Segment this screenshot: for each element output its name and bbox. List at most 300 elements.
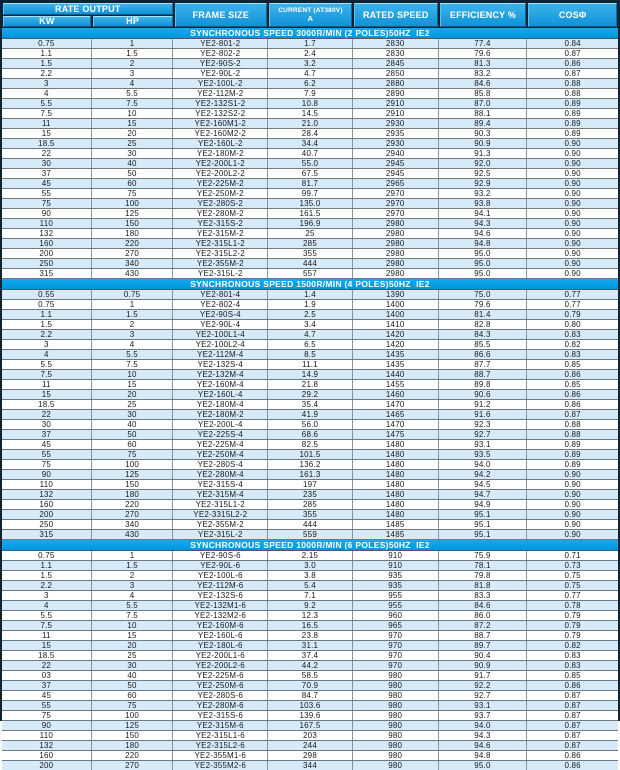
- cell-hp: 60: [92, 440, 174, 449]
- cell-rated-speed: 1475: [353, 430, 439, 439]
- cell-rated-speed: 2940: [353, 149, 439, 158]
- cell-kw: 2.2: [2, 69, 92, 78]
- cell-efficiency: 92.3: [439, 420, 528, 429]
- cell-frame-size: YE2-132M-4: [173, 370, 268, 379]
- cell-kw: 5.5: [2, 99, 92, 108]
- cell-hp: 150: [92, 731, 174, 740]
- cell-cos-phi: 0.71: [564, 551, 581, 560]
- cell-current: 1.7: [268, 39, 353, 48]
- cell-rated-speed: 910: [353, 561, 439, 570]
- cell-frame-size: YE2-180L-6: [173, 641, 268, 650]
- cell-hp: 4: [92, 591, 174, 600]
- cell-cos-phi: 0.83: [564, 661, 581, 670]
- cell-current: 21.0: [268, 119, 353, 128]
- cell-hp: 60: [92, 691, 174, 700]
- table-row: [2, 239, 618, 249]
- cell-hp: 50: [92, 430, 174, 439]
- cell-cos-phi: 0.90: [564, 480, 581, 489]
- cell-frame-size: YE2-112M-4: [173, 350, 268, 359]
- cell-kw: 7.5: [2, 621, 92, 630]
- cell-efficiency: 95.1: [439, 530, 528, 539]
- cell-frame-size: YE2-280M-4: [173, 470, 268, 479]
- cell-rated-speed: 980: [353, 721, 439, 730]
- cell-kw: 75: [2, 711, 92, 720]
- cell-rated-speed: 970: [353, 661, 439, 670]
- cell-cos-phi: 0.79: [564, 611, 581, 620]
- cell-current: 81.7: [268, 179, 353, 188]
- cell-kw: 0.75: [2, 39, 92, 48]
- cell-hp: 3: [92, 69, 174, 78]
- cell-rated-speed: 2980: [353, 229, 439, 238]
- cell-hp: 3: [92, 581, 174, 590]
- cell-kw: 11: [2, 119, 92, 128]
- cell-frame-size: YE2-315S-4: [173, 480, 268, 489]
- table-row: [2, 631, 618, 641]
- cell-hp: 2: [92, 571, 174, 580]
- cell-hp: 25: [92, 651, 174, 660]
- cell-frame-size: YE2-132S1-2: [173, 99, 268, 108]
- cell-rated-speed: 2980: [353, 259, 439, 268]
- cell-efficiency: 94.6: [439, 229, 528, 238]
- cell-current: 2.15: [268, 551, 353, 560]
- cell-kw: 45: [2, 691, 92, 700]
- cell-efficiency: 79.6: [439, 300, 528, 309]
- cell-hp: 5.5: [92, 350, 174, 359]
- cell-hp: 75: [92, 189, 174, 198]
- cell-kw: 90: [2, 209, 92, 218]
- cell-cos-phi: 0.90: [564, 199, 581, 208]
- cell-rated-speed: 1480: [353, 490, 439, 499]
- cell-efficiency: 94.7: [439, 490, 528, 499]
- cell-frame-size: YE2-160L-6: [173, 631, 268, 640]
- cell-hp: 340: [92, 520, 174, 529]
- cell-hp: 20: [92, 129, 174, 138]
- cell-current: 135.0: [268, 199, 353, 208]
- cell-hp: 4: [92, 340, 174, 349]
- cell-rated-speed: 970: [353, 651, 439, 660]
- cell-cos-phi: 0.86: [564, 59, 581, 68]
- cell-kw: 37: [2, 430, 92, 439]
- cell-efficiency: 92.0: [439, 159, 528, 168]
- cell-rated-speed: 980: [353, 711, 439, 720]
- cell-hp: 1.5: [92, 310, 174, 319]
- cell-rated-speed: 2850: [353, 69, 439, 78]
- table-header: [2, 2, 618, 28]
- cell-efficiency: 95.0: [439, 761, 528, 770]
- cell-rated-speed: 955: [353, 591, 439, 600]
- cell-current: 40.7: [268, 149, 353, 158]
- cell-current: 82.5: [268, 440, 353, 449]
- cell-frame-size: YE2-315L2-6: [173, 741, 268, 750]
- table-row: [2, 450, 618, 460]
- table-row: [2, 320, 618, 330]
- cell-efficiency: 92.5: [439, 169, 528, 178]
- cell-hp: 430: [92, 269, 174, 278]
- cell-current: 235: [268, 490, 353, 499]
- cell-cos-phi: 0.89: [564, 450, 581, 459]
- table-row: [2, 470, 618, 480]
- table-row: [2, 350, 618, 360]
- cell-cos-phi: 0.79: [564, 631, 581, 640]
- table-row: [2, 661, 618, 671]
- table-body: [2, 28, 618, 770]
- cell-current: 3.8: [268, 571, 353, 580]
- cell-hp: 25: [92, 400, 174, 409]
- cell-cos-phi: 0.89: [564, 109, 581, 118]
- cell-hp: 340: [92, 259, 174, 268]
- cell-cos-phi: 0.87: [564, 731, 581, 740]
- cell-kw: 200: [2, 761, 92, 770]
- cell-kw: 160: [2, 500, 92, 509]
- cell-current: 161.3: [268, 470, 353, 479]
- cell-hp: 1: [92, 39, 174, 48]
- cell-current: 68.6: [268, 430, 353, 439]
- cell-efficiency: 86.0: [439, 611, 528, 620]
- cell-rated-speed: 980: [353, 761, 439, 770]
- cell-frame-size: YE2-132M1-6: [173, 601, 268, 610]
- cell-rated-speed: 1480: [353, 450, 439, 459]
- cell-hp: 150: [92, 480, 174, 489]
- cell-kw: 18.5: [2, 400, 92, 409]
- cell-rated-speed: 1440: [353, 370, 439, 379]
- cell-current: 84.7: [268, 691, 353, 700]
- cell-cos-phi: 0.86: [564, 751, 581, 760]
- cell-rated-speed: 1480: [353, 500, 439, 509]
- cell-current: 99.7: [268, 189, 353, 198]
- cell-current: 16.5: [268, 621, 353, 630]
- cell-kw: 315: [2, 269, 92, 278]
- cell-current: 7.1: [268, 591, 353, 600]
- cell-hp: 40: [92, 420, 174, 429]
- table-row: [2, 259, 618, 269]
- cell-frame-size: YE2-315S-2: [173, 219, 268, 228]
- cell-kw: 1.1: [2, 561, 92, 570]
- cell-current: 167.5: [268, 721, 353, 730]
- cell-frame-size: YE2-132M2-6: [173, 611, 268, 620]
- cell-kw: 03: [2, 671, 92, 680]
- cell-frame-size: YE2-200L-4: [173, 420, 268, 429]
- cell-rated-speed: 1455: [353, 380, 439, 389]
- cell-rated-speed: 980: [353, 691, 439, 700]
- cell-hp: 100: [92, 460, 174, 469]
- cell-hp: 15: [92, 119, 174, 128]
- table-row: [2, 49, 618, 59]
- cell-hp: 100: [92, 199, 174, 208]
- cell-kw: 132: [2, 741, 92, 750]
- header-current: [269, 3, 352, 27]
- cell-efficiency: 88.7: [439, 631, 528, 640]
- cell-cos-phi: 0.88: [564, 89, 581, 98]
- cell-cos-phi: 0.90: [564, 149, 581, 158]
- cell-hp: 30: [92, 661, 174, 670]
- cell-cos-phi: 0.86: [564, 400, 581, 409]
- cell-frame-size: YE2-250M-4: [173, 450, 268, 459]
- cell-current: 2.4: [268, 49, 353, 58]
- cell-rated-speed: 980: [353, 671, 439, 680]
- cell-efficiency: 95.1: [439, 510, 528, 519]
- table-row: [2, 209, 618, 219]
- cell-cos-phi: 0.86: [564, 761, 581, 770]
- table-row: [2, 330, 618, 340]
- table-row: [2, 420, 618, 430]
- cell-kw: 30: [2, 420, 92, 429]
- cell-rated-speed: 1460: [353, 390, 439, 399]
- table-row: [2, 500, 618, 510]
- cell-efficiency: 91.3: [439, 149, 528, 158]
- cell-frame-size: YE2-280M-6: [173, 701, 268, 710]
- cell-kw: 0.55: [2, 290, 92, 299]
- cell-cos-phi: 0.87: [564, 721, 581, 730]
- table-row: [2, 59, 618, 69]
- cell-rated-speed: 2910: [353, 99, 439, 108]
- cell-frame-size: YE2-200L1-2: [173, 159, 268, 168]
- cell-hp: 5.5: [92, 89, 174, 98]
- cell-cos-phi: 0.89: [564, 460, 581, 469]
- cell-current: 197: [268, 480, 353, 489]
- cell-rated-speed: 960: [353, 611, 439, 620]
- cell-cos-phi: 0.90: [564, 179, 581, 188]
- table-row: [2, 440, 618, 450]
- cell-efficiency: 77.4: [439, 39, 528, 48]
- cell-frame-size: YE2-250M-6: [173, 681, 268, 690]
- table-row: [2, 761, 618, 770]
- table-row: [2, 380, 618, 390]
- cell-current: 56.0: [268, 420, 353, 429]
- cell-efficiency: 93.5: [439, 450, 528, 459]
- cell-efficiency: 91.6: [439, 410, 528, 419]
- cell-cos-phi: 0.90: [564, 159, 581, 168]
- cell-kw: 11: [2, 631, 92, 640]
- table-row: [2, 179, 618, 189]
- cell-current: 136.2: [268, 460, 353, 469]
- cell-current: 355: [268, 510, 353, 519]
- cell-efficiency: 93.7: [439, 711, 528, 720]
- table-row: [2, 249, 618, 259]
- cell-hp: 100: [92, 711, 174, 720]
- table-row: [2, 229, 618, 239]
- cell-cos-phi: 0.75: [564, 581, 581, 590]
- cell-rated-speed: 2945: [353, 169, 439, 178]
- cell-frame-size: YE2-315M-4: [173, 490, 268, 499]
- table-row: [2, 551, 618, 561]
- cell-hp: 40: [92, 671, 174, 680]
- cell-cos-phi: 0.79: [564, 310, 581, 319]
- cell-efficiency: 94.2: [439, 470, 528, 479]
- cell-cos-phi: 0.90: [564, 530, 581, 539]
- cell-hp: 15: [92, 380, 174, 389]
- cell-rated-speed: 935: [353, 571, 439, 580]
- cell-efficiency: 89.4: [439, 119, 528, 128]
- cell-current: 9.2: [268, 601, 353, 610]
- cell-hp: 3: [92, 330, 174, 339]
- cell-kw: 55: [2, 701, 92, 710]
- table-row: [2, 390, 618, 400]
- cell-current: 4.7: [268, 330, 353, 339]
- cell-cos-phi: 0.90: [564, 510, 581, 519]
- cell-kw: 15: [2, 129, 92, 138]
- cell-current: 103.6: [268, 701, 353, 710]
- cell-hp: 125: [92, 470, 174, 479]
- cell-cos-phi: 0.85: [564, 671, 581, 680]
- cell-current: 139.6: [268, 711, 353, 720]
- cell-kw: 2.2: [2, 330, 92, 339]
- cell-kw: 160: [2, 751, 92, 760]
- cell-efficiency: 92.7: [439, 430, 528, 439]
- cell-kw: 7.5: [2, 109, 92, 118]
- header-frame-size: FRAME SIZE: [175, 3, 268, 27]
- cell-hp: 75: [92, 450, 174, 459]
- cell-current: 44.2: [268, 661, 353, 670]
- cell-kw: 4: [2, 350, 92, 359]
- cell-cos-phi: 0.87: [564, 741, 581, 750]
- cell-frame-size: YE2-315L2-2: [173, 249, 268, 258]
- cell-current: 101.5: [268, 450, 353, 459]
- table-row: [2, 340, 618, 350]
- cell-rated-speed: 2970: [353, 209, 439, 218]
- cell-current: 10.8: [268, 99, 353, 108]
- cell-rated-speed: 2880: [353, 79, 439, 88]
- cell-rated-speed: 1485: [353, 530, 439, 539]
- header-current-line2: A: [307, 14, 314, 23]
- cell-hp: 15: [92, 631, 174, 640]
- cell-hp: 270: [92, 510, 174, 519]
- cell-efficiency: 93.2: [439, 189, 528, 198]
- cell-cos-phi: 0.89: [564, 119, 581, 128]
- cell-cos-phi: 0.86: [564, 390, 581, 399]
- cell-frame-size: YE2-180M-4: [173, 400, 268, 409]
- cell-efficiency: 95.0: [439, 269, 528, 278]
- cell-current: 1.4: [268, 290, 353, 299]
- cell-current: 31.1: [268, 641, 353, 650]
- cell-current: 298: [268, 751, 353, 760]
- table-row: [2, 731, 618, 741]
- cell-hp: 1.5: [92, 49, 174, 58]
- cell-rated-speed: 980: [353, 681, 439, 690]
- cell-cos-phi: 0.80: [564, 320, 581, 329]
- cell-rated-speed: 980: [353, 731, 439, 740]
- cell-frame-size: YE2-315S-6: [173, 711, 268, 720]
- cell-kw: 15: [2, 641, 92, 650]
- cell-frame-size: YE2-90L-2: [173, 69, 268, 78]
- table-row: [2, 701, 618, 711]
- cell-efficiency: 94.3: [439, 219, 528, 228]
- cell-rated-speed: 2970: [353, 189, 439, 198]
- cell-hp: 125: [92, 209, 174, 218]
- cell-frame-size: YE2-802-4: [173, 300, 268, 309]
- cell-efficiency: 81.8: [439, 581, 528, 590]
- cell-hp: 30: [92, 149, 174, 158]
- cell-efficiency: 94.8: [439, 239, 528, 248]
- table-row: [2, 109, 618, 119]
- table-row: [2, 611, 618, 621]
- cell-rated-speed: 1470: [353, 400, 439, 409]
- cell-rated-speed: 955: [353, 601, 439, 610]
- cell-cos-phi: 0.78: [564, 601, 581, 610]
- table-row: [2, 641, 618, 651]
- cell-kw: 3: [2, 340, 92, 349]
- cell-efficiency: 86.6: [439, 350, 528, 359]
- cell-kw: 1.5: [2, 320, 92, 329]
- table-row: [2, 69, 618, 79]
- cell-hp: 7.5: [92, 611, 174, 620]
- cell-efficiency: 83.3: [439, 591, 528, 600]
- cell-hp: 75: [92, 701, 174, 710]
- cell-cos-phi: 0.90: [564, 249, 581, 258]
- table-row: [2, 189, 618, 199]
- cell-kw: 4: [2, 601, 92, 610]
- cell-rated-speed: 2890: [353, 89, 439, 98]
- cell-current: 55.0: [268, 159, 353, 168]
- cell-frame-size: YE2-112M-6: [173, 581, 268, 590]
- cell-hp: 10: [92, 370, 174, 379]
- cell-frame-size: YE2-315M-6: [173, 721, 268, 730]
- cell-rated-speed: 965: [353, 621, 439, 630]
- header-rated-speed: RATED SPEED: [354, 3, 438, 27]
- cell-efficiency: 79.6: [439, 49, 528, 58]
- cell-frame-size: YE2-160L-2: [173, 139, 268, 148]
- cell-frame-size: YE2-225M-6: [173, 671, 268, 680]
- cell-frame-size: YE2-90L-4: [173, 320, 268, 329]
- cell-current: 3.2: [268, 59, 353, 68]
- cell-rated-speed: 1390: [353, 290, 439, 299]
- cell-cos-phi: 0.88: [564, 430, 581, 439]
- cell-cos-phi: 0.83: [564, 651, 581, 660]
- cell-current: 5.4: [268, 581, 353, 590]
- cell-efficiency: 90.3: [439, 129, 528, 138]
- cell-cos-phi: 0.89: [564, 99, 581, 108]
- cell-hp: 2: [92, 320, 174, 329]
- cell-kw: 4: [2, 89, 92, 98]
- cell-frame-size: YE2-132S2-2: [173, 109, 268, 118]
- table-row: [2, 681, 618, 691]
- cell-hp: 20: [92, 641, 174, 650]
- cell-hp: 270: [92, 761, 174, 770]
- cell-efficiency: 89.8: [439, 380, 528, 389]
- cell-efficiency: 94.6: [439, 741, 528, 750]
- cell-rated-speed: 980: [353, 741, 439, 750]
- cell-efficiency: 94.0: [439, 721, 528, 730]
- cell-kw: 315: [2, 530, 92, 539]
- cell-current: 37.4: [268, 651, 353, 660]
- table-row: [2, 561, 618, 571]
- cell-cos-phi: 0.82: [564, 340, 581, 349]
- table-row: [2, 199, 618, 209]
- cell-frame-size: YE2-355M-2: [173, 259, 268, 268]
- cell-frame-size: YE2-315L1-6: [173, 731, 268, 740]
- cell-frame-size: YE2-315L-2: [173, 530, 268, 539]
- cell-current: 6.5: [268, 340, 353, 349]
- cell-kw: 7.5: [2, 370, 92, 379]
- table-row: [2, 99, 618, 109]
- cell-cos-phi: 0.90: [564, 219, 581, 228]
- cell-efficiency: 94.1: [439, 209, 528, 218]
- cell-rated-speed: 1480: [353, 510, 439, 519]
- cell-hp: 220: [92, 751, 174, 760]
- cell-kw: 75: [2, 199, 92, 208]
- cell-rated-speed: 980: [353, 751, 439, 760]
- cell-kw: 55: [2, 189, 92, 198]
- cell-frame-size: YE2-315L1-2: [173, 239, 268, 248]
- cell-frame-size: YE2-801-2: [173, 39, 268, 48]
- cell-frame-size: YE2-132S-6: [173, 591, 268, 600]
- cell-rated-speed: 970: [353, 631, 439, 640]
- cell-current: 41.9: [268, 410, 353, 419]
- cell-kw: 5.5: [2, 611, 92, 620]
- cell-efficiency: 92.2: [439, 681, 528, 690]
- table-row: [2, 510, 618, 520]
- cell-current: 444: [268, 259, 353, 268]
- cell-kw: 37: [2, 169, 92, 178]
